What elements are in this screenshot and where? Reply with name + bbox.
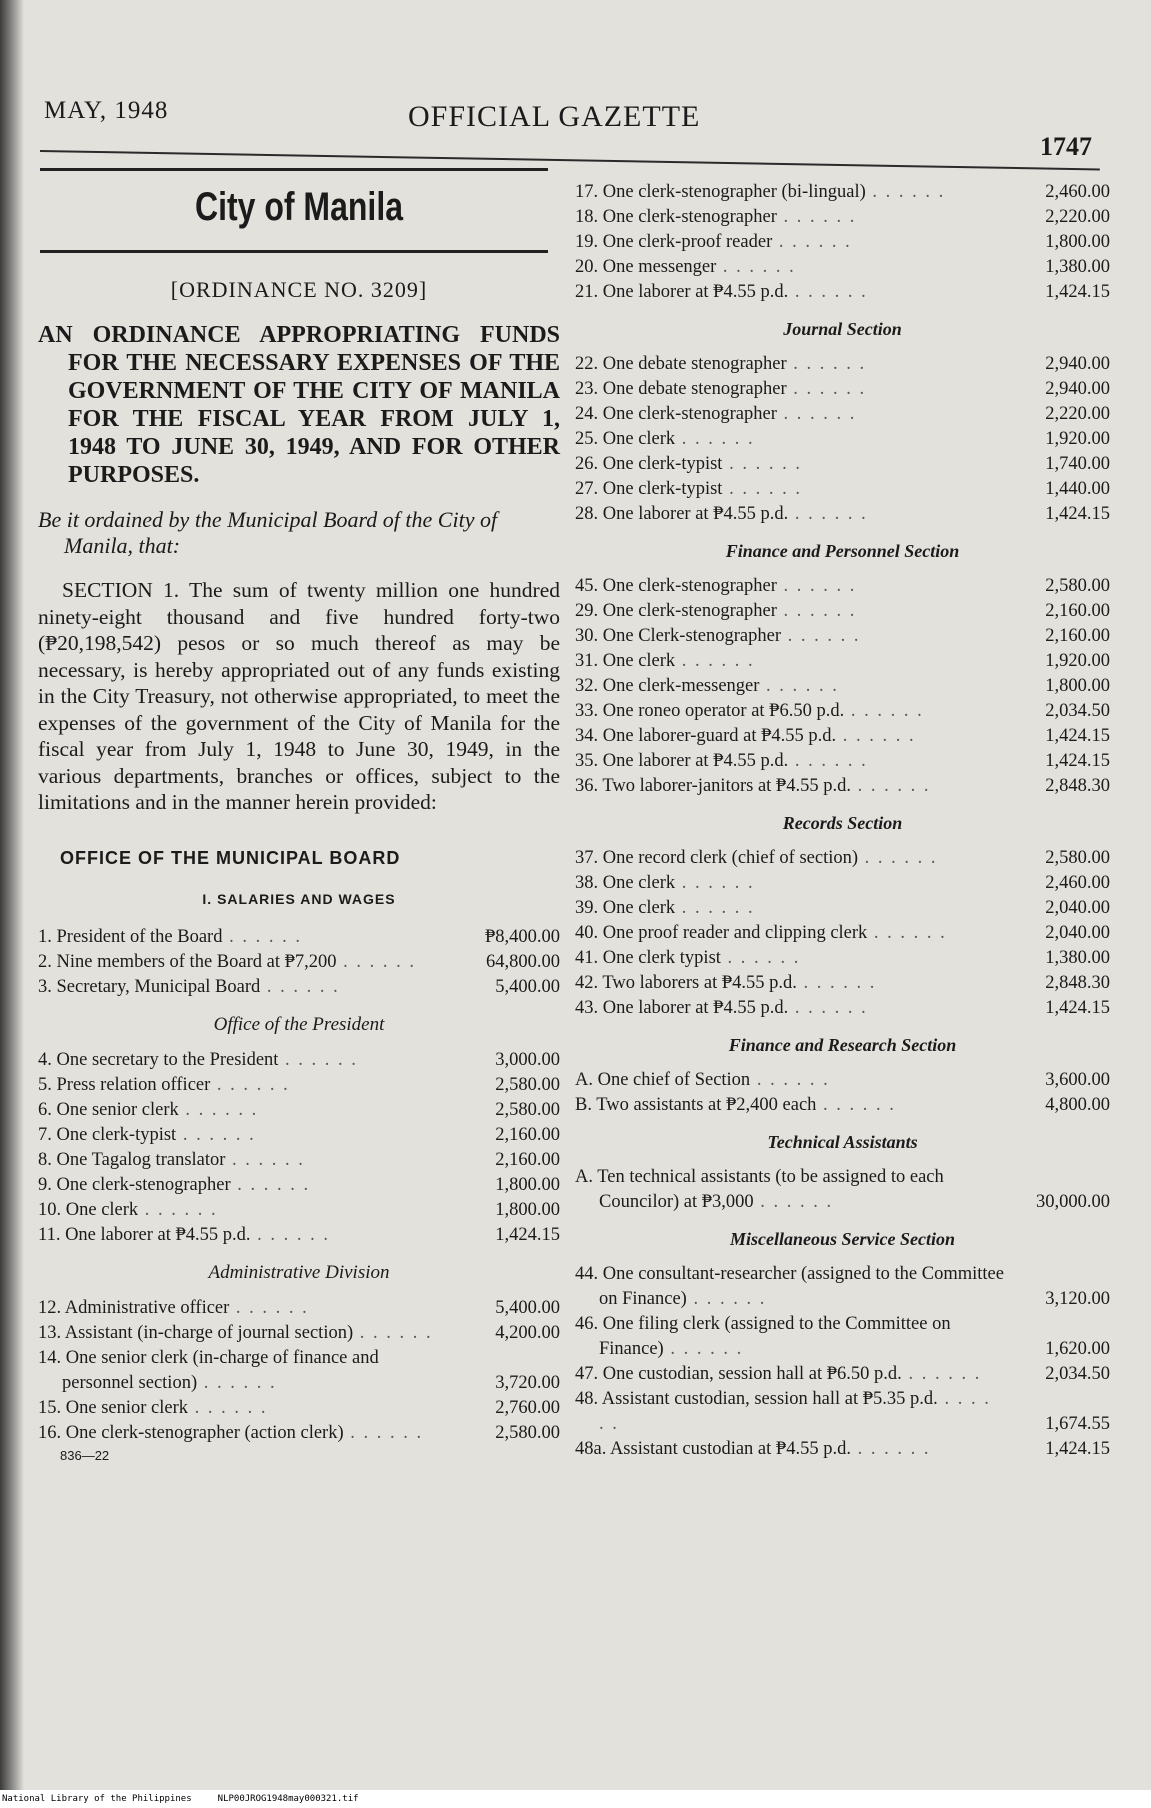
section-heading-technical: Technical Assistants [767,1132,918,1152]
line-item [38,925,560,950]
line-item-amount: 2,160.00 [1045,626,1110,646]
line-item [575,1437,1110,1462]
city-rule [40,250,548,253]
line-item [575,427,1110,452]
line-item [575,649,1110,674]
leader-dots: . . . . . . [675,898,755,918]
line-item [575,402,1110,427]
line-item [38,1148,560,1173]
section-heading-finance-research: Finance and Research Section [728,1035,957,1055]
line-item-text [38,1123,436,1148]
line-item [575,280,1110,305]
line-item-text [575,1312,1004,1362]
line-item [575,1093,1110,1118]
line-item-label: 2. Nine members of the Board at ₱7,200 [38,951,337,972]
section-heading-misc: Miscellaneous Service Section [730,1229,955,1249]
line-item-text [575,971,1004,996]
right-column [575,180,1110,1462]
line-item [575,699,1110,724]
line-item-amount: 1,674.55 [1045,1414,1110,1434]
line-item-label: 37. One record clerk (chief of section) [575,848,859,868]
line-item-text [575,871,1004,896]
finance-personnel-items [575,574,1110,799]
line-item-amount: 2,040.00 [1045,923,1110,943]
line-item [575,477,1110,502]
line-item-text [575,946,1004,971]
line-item-text [575,674,1004,699]
scan-file: NLP00JROG1948may000321.tif [217,1794,359,1804]
line-item [575,971,1110,996]
ordinance-title: AN ORDINANCE APPROPRIATING FUNDS FOR THE NECESSARY EXPENSES OF THE GOVERNMENT OF THE CITY OF MANILA FOR THE FISCAL YEAR FROM JULY 1, 1948 TO JUNE 30, 1949, AND FOR OTHER PURPOSES. [38,322,560,488]
leader-dots: . . . . . . [188,1397,268,1418]
salaries-subheading: I. SALARIES AND WAGES [202,890,396,907]
line-item-label: 22. One debate stenographer [575,354,787,374]
line-item-label: 3. Secretary, Municipal Board [38,976,261,997]
leader-dots: . . . . . . [750,1070,830,1090]
line-item [575,574,1110,599]
line-item-text [575,699,1004,724]
line-item [38,1198,560,1223]
line-item [38,1223,560,1248]
line-item-text [575,996,1004,1021]
line-item-label: 44. One consultant-researcher (assigned to the Committee on Finance) [575,1264,1004,1309]
line-item-label: 18. One clerk-stenographer [575,207,777,227]
line-item-label: 10. One clerk [38,1199,139,1220]
line-item-text [575,502,1004,527]
line-item-amount: 5,400.00 [495,976,560,997]
header-date: MAY, 1948 [44,97,169,124]
leader-dots: . . . . . . [720,948,801,968]
line-item-text [575,452,1004,477]
line-item [38,1321,560,1346]
line-item-label: 46. One filing clerk (assigned to the Committee on Finance) [575,1314,951,1359]
scan-library: National Library of the Philippines [2,1794,192,1804]
line-item-amount: 1,424.15 [1045,726,1110,746]
line-item [575,1068,1110,1093]
leader-dots: . . . . . . [343,1422,424,1443]
line-item-label: 42. Two laborers at ₱4.55 p.d. [575,973,797,993]
leader-dots: . . . . . . [816,1095,896,1115]
line-item-amount: 3,120.00 [1045,1289,1110,1309]
records-items [575,846,1110,1021]
line-item-text [575,205,1004,230]
leader-dots: . . . . . . [850,1439,931,1459]
line-item-label: 30. One Clerk-stenographer [575,626,782,646]
misc-items [575,1262,1110,1462]
line-item-label: 21. One laborer at ₱4.55 p.d. [575,282,789,302]
leader-dots: . . . . . . [850,776,931,796]
leader-dots: . . . . . . [772,232,852,252]
line-item-text [575,846,1004,871]
line-item-label: 39. One clerk [575,898,676,918]
line-item-amount: 2,460.00 [1045,873,1110,893]
line-item-amount: 1,800.00 [1045,676,1110,696]
line-item-label: 20. One messenger [575,257,717,277]
line-item-text [575,377,1004,402]
leader-dots: . . . . . . [260,976,340,997]
line-item-amount: 2,580.00 [495,1422,560,1443]
line-item-label: A. One chief of Section [575,1070,751,1090]
leader-dots: . . . . . . [858,848,938,868]
line-item-label: 19. One clerk-proof reader [575,232,773,252]
city-heading: City of Manila [194,185,404,229]
line-item-amount: 3,600.00 [1045,1070,1110,1090]
header-title: OFFICIAL GAZETTE [408,100,701,133]
line-item-text [575,255,1004,280]
line-item-text [38,950,436,975]
line-item [575,1312,1110,1362]
leader-dots: . . . . . . [353,1322,433,1343]
line-item-amount: 2,460.00 [1045,182,1110,202]
line-item [575,205,1110,230]
line-item-label: 48. Assistant custodian, session hall at ₱5.35 p.d. [575,1389,938,1409]
line-item [575,452,1110,477]
line-item-label: 23. One debate stenographer [575,379,787,399]
line-item-label: 43. One laborer at ₱4.55 p.d. [575,998,789,1018]
line-item-text [575,402,1004,427]
section-heading-journal: Journal Section [783,319,902,339]
line-item-amount: 2,220.00 [1045,207,1110,227]
line-item [575,674,1110,699]
leader-dots: . . . . . . [336,951,417,972]
line-item-amount: 1,620.00 [1045,1339,1110,1359]
ordinance-number: [ORDINANCE NO. 3209] [170,277,428,302]
line-item-label: 29. One clerk-stenographer [575,601,777,621]
line-item-amount: 2,940.00 [1045,379,1110,399]
line-item-text [38,1073,436,1098]
leader-dots: . . . . . . [786,354,867,374]
line-item-label: 27. One clerk-typist [575,479,723,499]
line-item-amount: 1,424.15 [1045,504,1110,524]
line-item-amount: 3,000.00 [495,1049,560,1070]
line-item-label: 14. One senior clerk (in-charge of finance and personnel section) [38,1347,379,1393]
president-items [38,1048,560,1248]
line-item-amount: 2,220.00 [1045,404,1110,424]
line-item-text [575,1387,1004,1437]
line-item-label: 35. One laborer at ₱4.55 p.d. [575,751,789,771]
line-item [575,724,1110,749]
leader-dots: . . . . . . [197,1372,277,1393]
leader-dots: . . . . . . [865,182,946,202]
leader-dots: . . . . . . [250,1224,331,1245]
line-item-label: 40. One proof reader and clipping clerk [575,923,868,943]
line-item-text [38,1346,436,1396]
section-heading-admin: Administrative Division [208,1261,390,1283]
line-item-label: 5. Press relation officer [38,1074,211,1095]
line-item-amount: 1,380.00 [1045,948,1110,968]
line-item-label: 16. One clerk-stenographer (action clerk) [38,1422,344,1443]
line-item-amount: 1,440.00 [1045,479,1110,499]
line-item [38,1296,560,1321]
line-item-text [38,1198,436,1223]
line-item-label: 28. One laborer at ₱4.55 p.d. [575,504,789,524]
line-item [575,1165,1110,1215]
line-item-text [38,1421,436,1446]
line-item [575,352,1110,377]
line-item-amount: 1,740.00 [1045,454,1110,474]
leader-dots: . . . . . . [675,429,755,449]
line-item-amount: 2,034.50 [1045,701,1110,721]
line-item-amount: 2,940.00 [1045,354,1110,374]
line-item-text [575,1362,1004,1387]
line-item-text [575,1437,1004,1462]
leader-dots: . . . . . . [753,1192,834,1212]
section-one-text: SECTION 1. The sum of twenty million one hundred ninety-eight thousand and five hundred forty-two (₱20,198,542) pesos or so much thereof as may be necessary, is hereby appropriated out of any funds existing in the City Treasury, not otherwise appropriated, to meet the expenses of the government of the City of Manila for the fiscal year from July 1, 1948 to June 30, 1949, in the various departments, branches or offices, subject to the limitations and in the manner herein provided: [38,578,560,814]
leader-dots: . . . . . . [788,504,868,524]
leader-dots: . . . . . . [788,282,868,302]
leader-dots: . . . . . . [759,676,839,696]
line-item-amount: 2,034.50 [1045,1364,1110,1384]
line-item [575,180,1110,205]
leader-dots: . . . . . . [781,626,861,646]
line-item-text [38,1296,436,1321]
line-item-text [38,1321,436,1346]
line-item-text [575,1068,1004,1093]
scan-edge-shadow [0,0,24,1808]
leader-dots: . . . . . . [686,1289,767,1309]
leader-dots: . . . . . . [210,1074,290,1095]
line-item-label: 25. One clerk [575,429,676,449]
leader-dots: . . . . . . [176,1124,256,1145]
leader-dots: . . . . . . [178,1099,259,1120]
leader-dots: . . . . . . [844,701,924,721]
leader-dots: . . . . . . [788,751,868,771]
line-item-text [575,427,1004,452]
line-item-text [575,574,1004,599]
leader-dots: . . . . . . [776,404,857,424]
leader-dots: . . . . . . [278,1049,358,1070]
line-item-text [575,724,1004,749]
line-item-text [575,352,1004,377]
line-item-label: 1. President of the Board [38,926,223,947]
line-item [38,1173,560,1198]
line-item-label: 8. One Tagalog translator [38,1149,226,1170]
line-item [575,255,1110,280]
leader-dots: . . . . . . [222,926,302,947]
line-item-label: 36. Two laborer-janitors at ₱4.55 p.d. [575,776,851,796]
line-item-text [38,1396,436,1421]
line-item-amount: 2,848.30 [1045,776,1110,796]
enacting-clause: Be it ordained by the Municipal Board of the City of Manila, that: [38,507,498,558]
line-item-text [575,230,1004,255]
line-item-text [38,1148,436,1173]
line-item-amount: 3,720.00 [495,1372,560,1393]
printer-code: 836—22 [60,1448,110,1463]
line-item-label: 26. One clerk-typist [575,454,723,474]
line-item-label: 7. One clerk-typist [38,1124,177,1145]
line-item-amount: 2,160.00 [495,1124,560,1145]
line-item-text [575,1093,1004,1118]
leader-dots: . . . . . . [776,576,857,596]
line-item-label: 12. Administrative officer [38,1297,230,1318]
technical-items [575,1165,1110,1215]
line-item-text [38,1173,436,1198]
line-item-text [575,774,1004,799]
line-item-amount: 2,760.00 [495,1397,560,1418]
line-item [575,749,1110,774]
line-item-amount: ₱8,400.00 [484,926,560,947]
leader-dots: . . . . . . [796,973,877,993]
line-item-label: 6. One senior clerk [38,1099,179,1120]
line-item-amount: 1,424.15 [1045,998,1110,1018]
line-item-amount: 64,800.00 [486,951,560,972]
line-item-text [575,649,1004,674]
line-item-label: 38. One clerk [575,873,676,893]
section-heading-president: Office of the President [213,1013,385,1035]
leader-dots: . . . . . . [776,601,857,621]
line-item [38,975,560,1000]
scan-footer [0,1790,1151,1808]
line-item-label: 11. One laborer at ₱4.55 p.d. [38,1224,251,1245]
line-item-amount: 5,400.00 [495,1297,560,1318]
line-item-amount: 4,200.00 [495,1322,560,1343]
section-heading-records: Records Section [782,813,903,833]
line-item-text [38,925,436,950]
admin-items [38,1296,560,1446]
line-item-text [38,1223,436,1248]
line-item-label: 34. One laborer-guard at ₱4.55 p.d. [575,726,837,746]
line-item-text [38,1048,436,1073]
line-item-label: 13. Assistant (in-charge of journal section) [38,1322,354,1343]
line-item [575,1362,1110,1387]
finance-research-items [575,1068,1110,1118]
leader-dots: . . . . . . [225,1149,305,1170]
line-item-label: 15. One senior clerk [38,1397,189,1418]
line-item [38,1073,560,1098]
leader-dots: . . . . . . [788,998,868,1018]
line-item [38,1396,560,1421]
office-heading: OFFICE OF THE MUNICIPAL BOARD [60,847,401,868]
line-item-label: 4. One secretary to the President [38,1049,279,1070]
line-item-amount: 2,580.00 [1045,576,1110,596]
line-item-text [575,280,1004,305]
left-column [38,168,560,1446]
leader-dots: . . . . . . [836,726,916,746]
line-item [38,1346,560,1396]
line-item-label: 17. One clerk-stenographer (bi-lingual) [575,182,866,202]
line-item-amount: 2,160.00 [1045,601,1110,621]
line-item-text [575,477,1004,502]
line-item-text [575,599,1004,624]
line-item [38,1048,560,1073]
line-item [575,946,1110,971]
line-item [575,502,1110,527]
line-item [38,1098,560,1123]
line-item-amount: 1,424.15 [1045,751,1110,771]
line-item-label: 45. One clerk-stenographer [575,576,777,596]
leader-dots: . . . . . . [722,454,802,474]
line-item-amount: 1,424.15 [1045,282,1110,302]
line-item-text [575,180,1004,205]
line-item-label: 9. One clerk-stenographer [38,1174,231,1195]
line-item-amount: 1,800.00 [495,1199,560,1220]
line-item-amount: 2,160.00 [495,1149,560,1170]
line-item-text [38,975,436,1000]
line-item-text [38,1098,436,1123]
leader-dots: . . . . . . [867,923,947,943]
line-item-amount: 1,380.00 [1045,257,1110,277]
line-item-amount: 1,920.00 [1045,651,1110,671]
line-item [575,599,1110,624]
line-item [38,1421,560,1446]
journal-items [575,352,1110,527]
line-item-label: 24. One clerk-stenographer [575,404,777,424]
line-item-text [575,624,1004,649]
line-item-amount: 1,424.15 [1045,1439,1110,1459]
leader-dots: . . . . . . [230,1174,311,1195]
leader-dots: . . . . . . [229,1297,309,1318]
leader-dots: . . . . . . [663,1339,744,1359]
line-item [38,950,560,975]
line-item-text [575,896,1004,921]
line-item-amount: 4,800.00 [1045,1095,1110,1115]
line-item [575,624,1110,649]
line-item-label: B. Two assistants at ₱2,400 each [575,1095,817,1115]
line-item [575,1387,1110,1437]
line-item [575,1262,1110,1312]
line-item [575,230,1110,255]
top-items [575,180,1110,305]
line-item [575,921,1110,946]
line-item [575,846,1110,871]
line-item-amount: 2,580.00 [495,1074,560,1095]
line-item [38,1123,560,1148]
page-number: 1747 [1040,132,1092,161]
line-item-amount: 1,920.00 [1045,429,1110,449]
leader-dots: . . . . . . [599,1389,991,1434]
leader-dots: . . . . . . [722,479,802,499]
leader-dots: . . . . . . [716,257,796,277]
line-item-text [575,1165,1004,1215]
line-item-text [575,1262,1004,1312]
section-heading-finance-personnel: Finance and Personnel Section [725,541,960,561]
line-item-amount: 1,424.15 [495,1224,560,1245]
line-item-label: 48a. Assistant custodian at ₱4.55 p.d. [575,1439,851,1459]
line-item-text [575,921,1004,946]
line-item [575,996,1110,1021]
line-item-amount: 2,580.00 [495,1099,560,1120]
line-item [575,377,1110,402]
leader-dots: . . . . . . [675,873,755,893]
line-item-amount: 30,000.00 [1036,1192,1110,1212]
leader-dots: . . . . . . [138,1199,218,1220]
board-items [38,925,560,1000]
top-rule [40,168,548,171]
leader-dots: . . . . . . [901,1364,982,1384]
line-item [575,871,1110,896]
line-item-label: A. Ten technical assistants (to be assigned to each Councilor) at ₱3,000 [575,1167,944,1212]
leader-dots: . . . . . . [786,379,867,399]
leader-dots: . . . . . . [675,651,755,671]
line-item-amount: 2,040.00 [1045,898,1110,918]
line-item-amount: 2,848.30 [1045,973,1110,993]
line-item-label: 33. One roneo operator at ₱6.50 p.d. [575,701,845,721]
line-item-label: 32. One clerk-messenger [575,676,760,696]
line-item-label: 31. One clerk [575,651,676,671]
line-item [575,896,1110,921]
line-item-label: 47. One custodian, session hall at ₱6.50 p.d. [575,1364,902,1384]
line-item-amount: 2,580.00 [1045,848,1110,868]
leader-dots: . . . . . . [776,207,857,227]
line-item-amount: 1,800.00 [495,1174,560,1195]
line-item-amount: 1,800.00 [1045,232,1110,252]
line-item-text [575,749,1004,774]
line-item [575,774,1110,799]
line-item-label: 41. One clerk typist [575,948,721,968]
